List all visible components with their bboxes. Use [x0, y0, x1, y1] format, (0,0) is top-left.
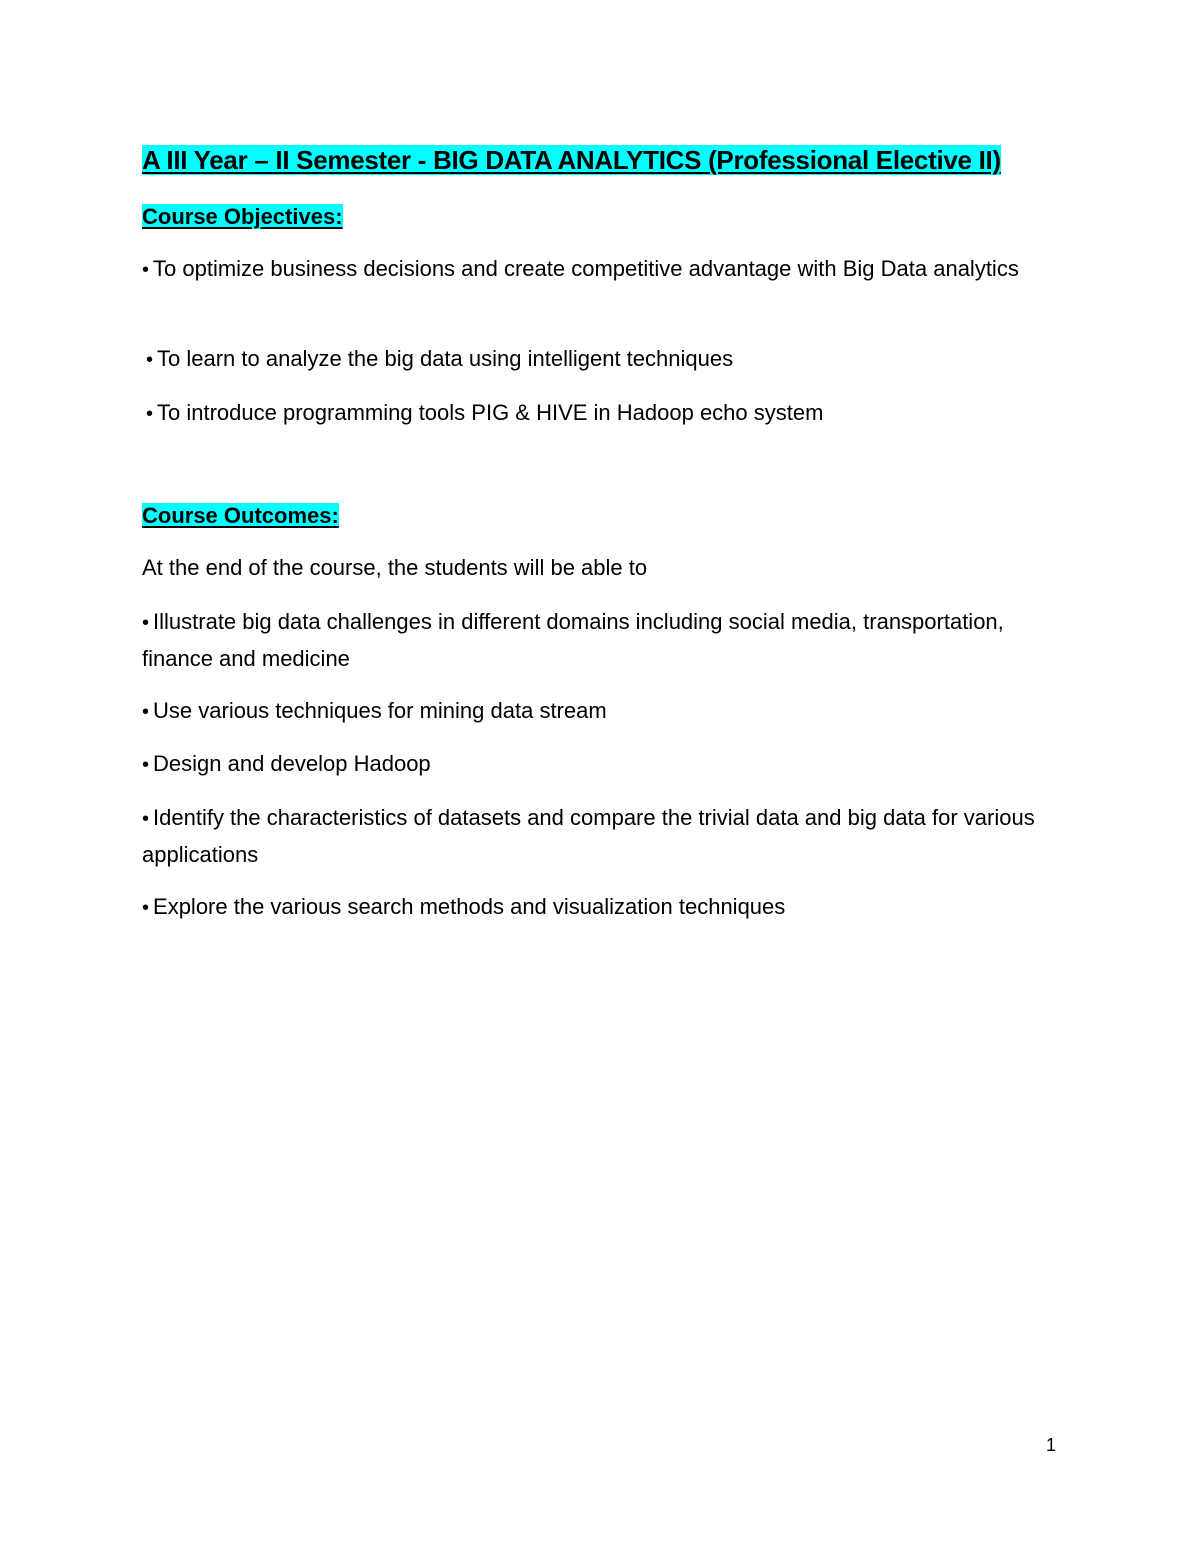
objective-item — [142, 251, 1062, 288]
bullet-icon: • — [146, 403, 154, 425]
page-number: 1 — [1046, 1435, 1057, 1455]
outcome-item — [142, 693, 1062, 730]
bullet-icon: • — [142, 701, 150, 723]
objective-item-text: To introduce programming tools PIG & HIVE in Hadoop echo system — [157, 400, 824, 425]
outcome-item — [142, 889, 1062, 926]
outcome-item — [142, 746, 1062, 783]
objective-item — [146, 395, 1066, 432]
outcome-item-text: Identify the characteristics of datasets and compare the trivial data and big data for various applications — [142, 805, 1035, 867]
document-title — [142, 142, 1001, 178]
outcome-item-text: Design and develop Hadoop — [153, 751, 431, 776]
objectives-heading — [142, 202, 343, 232]
bullet-icon: • — [142, 897, 150, 919]
bullet-icon: • — [142, 612, 150, 634]
bullet-icon: • — [142, 259, 150, 281]
outcomes-heading — [142, 501, 339, 531]
outcome-item — [142, 604, 1062, 676]
outcome-item-text: Explore the various search methods and visualization techniques — [153, 894, 786, 919]
title-text: A III Year – II Semester - BIG DATA ANALYTICS (Professional Elective II) — [142, 145, 1001, 175]
outcomes-intro: At the end of the course, the students will be able to — [142, 555, 648, 580]
objectives-heading-text: Course Objectives: — [142, 204, 343, 229]
outcome-item-text: Illustrate big data challenges in different domains including social media, transportation, finance and medicine — [142, 609, 1004, 671]
bullet-icon: • — [142, 754, 150, 776]
bullet-icon: • — [146, 349, 154, 371]
outcomes-heading-text: Course Outcomes: — [142, 503, 339, 528]
objective-item-text: To learn to analyze the big data using intelligent techniques — [157, 346, 734, 371]
outcome-item — [142, 800, 1062, 872]
objective-item-text: To optimize business decisions and create competitive advantage with Big Data analytics — [153, 256, 1019, 281]
objective-item — [146, 341, 1066, 378]
bullet-icon: • — [142, 808, 150, 830]
outcome-item-text: Use various techniques for mining data stream — [153, 698, 607, 723]
